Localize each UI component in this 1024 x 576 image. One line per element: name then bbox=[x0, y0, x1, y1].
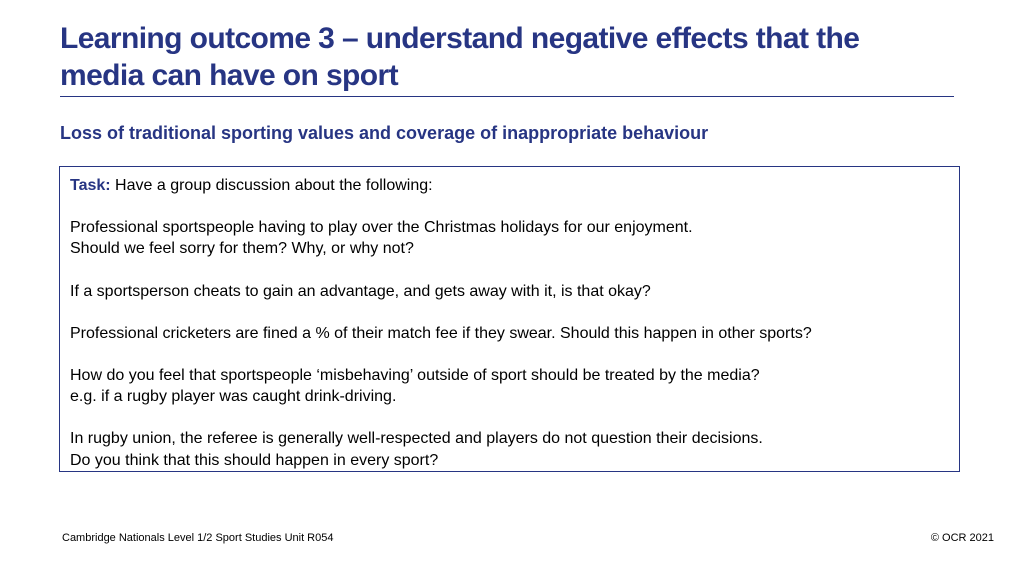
task-label: Task: bbox=[70, 177, 111, 194]
discussion-point-christmas bbox=[70, 217, 949, 259]
task-box bbox=[59, 166, 960, 472]
discussion-line: Professional cricketers are fined a % of their match fee if they swear. Should this happen in other sports? bbox=[70, 324, 812, 342]
footer-copyright: © OCR 2021 bbox=[930, 532, 994, 544]
discussion-line: In rugby union, the referee is generally well-respected and players do not question their decisions. bbox=[70, 430, 763, 448]
discussion-point-swearing bbox=[70, 323, 949, 344]
slide-subtitle: Loss of traditional sporting values and coverage of inappropriate behaviour bbox=[60, 123, 709, 143]
discussion-line: Should we feel sorry for them? Why, or why not? bbox=[70, 240, 414, 258]
task-intro bbox=[70, 175, 949, 196]
footer-course-title: Cambridge Nationals Level 1/2 Sport Studies Unit R054 bbox=[62, 532, 334, 544]
slide-title-line-2: media can have on sport bbox=[60, 59, 398, 92]
slide-title-line-1: Learning outcome 3 – understand negative effects that the bbox=[60, 22, 860, 55]
slide-title bbox=[60, 20, 960, 94]
discussion-line: Do you think that this should happen in every sport? bbox=[70, 451, 439, 469]
discussion-point-misbehaving bbox=[70, 365, 949, 407]
discussion-line: e.g. if a rugby player was caught drink-driving. bbox=[70, 388, 397, 406]
discussion-line: How do you feel that sportspeople ‘misbehaving’ outside of sport should be treated by the media? bbox=[70, 367, 760, 385]
title-divider bbox=[60, 96, 954, 97]
discussion-line: If a sportsperson cheats to gain an advantage, and gets away with it, is that okay? bbox=[70, 282, 651, 300]
discussion-line: Professional sportspeople having to play over the Christmas holidays for our enjoyment. bbox=[70, 219, 693, 237]
discussion-point-referee bbox=[70, 428, 949, 470]
discussion-point-cheating bbox=[70, 281, 949, 302]
task-intro-text: Have a group discussion about the following: bbox=[110, 177, 433, 194]
